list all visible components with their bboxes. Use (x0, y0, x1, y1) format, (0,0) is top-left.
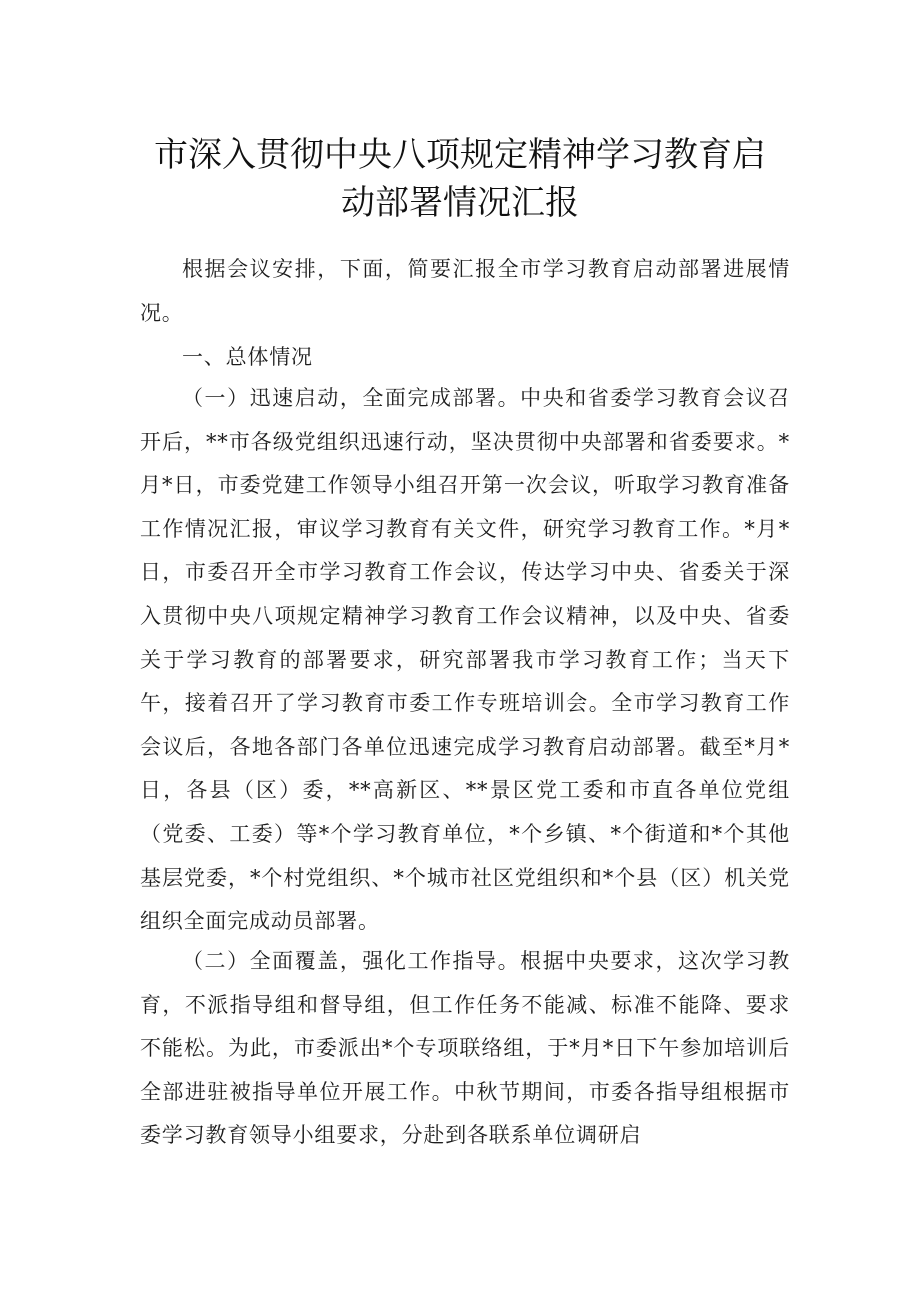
intro-paragraph-block (140, 248, 790, 335)
section-heading-block (140, 336, 790, 380)
intro-paragraph: 根据会议安排，下面，简要汇报全市学习教育启动部署进展情况。 (140, 257, 790, 325)
section-1-block (140, 377, 790, 944)
section-1-paragraph: （一）迅速启动，全面完成部署。中央和省委学习教育会议召开后，**市各级党组织迅速行动，坚决贯彻中央部署和省委要求。*月*日，市委党建工作领导小组召开第一次会议，听取学习教育准备工作情况汇报，审议学习教育有关文件，研究学习教育工作。*月*日，市委召开全市学习教育工作会议，传达学习中央、省委关于深入贯彻中央八项规定精神学习教育工作会议精神，以及中央、省委关于学习教育的部署要求，研究部署我市学习教育工作；当天下午，接着召开了学习教育市委工作专班培训会。全市学习教育工作会议后，各地各部门各单位迅速完成学习教育启动部署。截至*月*日，各县（区）委，**高新区、**景区党工委和市直各单位党组（党委、工委）等*个学习教育单位，*个乡镇、*个街道和*个其他基层党委，*个村党组织、*个城市社区党组织和*个县（区）机关党组织全面完成动员部署。 (140, 386, 790, 934)
section-2-paragraph: （二）全面覆盖，强化工作指导。根据中央要求，这次学习教育，不派指导组和督导组，但工作任务不能减、标准不能降、要求不能松。为此，市委派出*个专项联络组，于*月*日下午参加培训后全部进驻被指导单位开展工作。中秋节期间，市委各指导组根据市委学习教育领导小组要求，分赴到各联系单位调研启 (140, 949, 790, 1148)
document-title-line-1: 市深入贯彻中央八项规定精神学习教育启 (154, 135, 766, 175)
section-2-block (140, 940, 790, 1158)
document-title-line-2: 动部署情况汇报 (341, 183, 579, 223)
section-heading-overall: 一、总体情况 (182, 345, 313, 369)
